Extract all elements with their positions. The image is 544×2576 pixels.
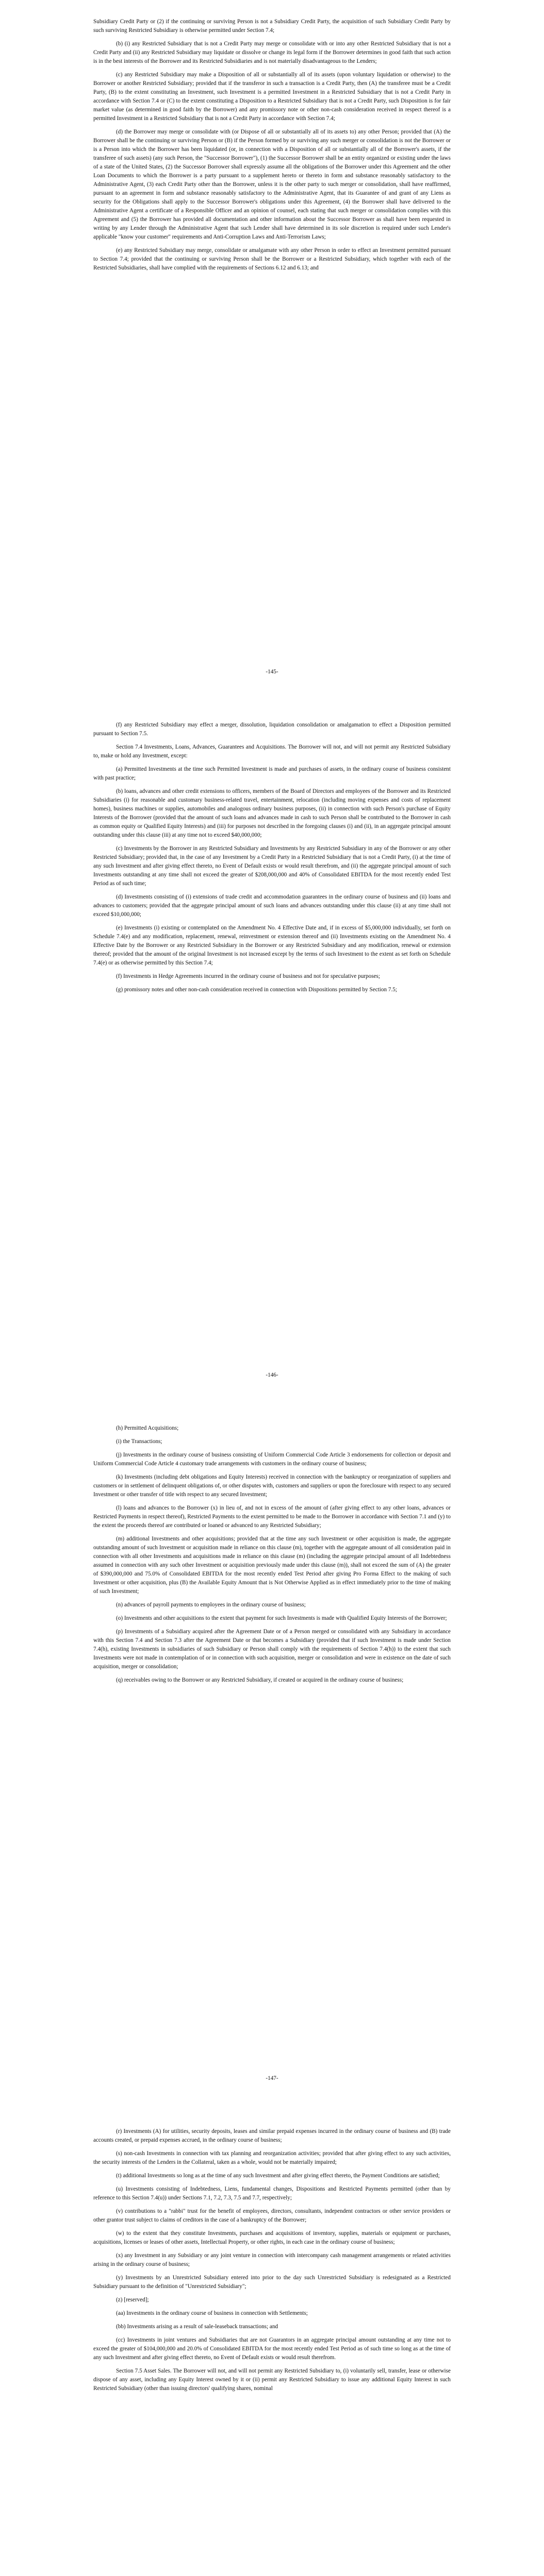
section-paragraph: Section 7.5 Asset Sales. The Borrower will not, and will not permit any Restricted Subsidiary to, (i) voluntarily sell, transfer, lease or otherwise dispose of any asset, including any Equity Interest owned by it or (ii) permit any Restricted Subsidiary to issue any additional Equity Interest in such Restricted Subsidiary (other than issuing directors' qualifying shares, nominal [93,2368,451,2392]
section-paragraph: Section 7.4 Investments, Loans, Advances, Guarantees and Acquisitions. The Borrower will not, and will not permit any Restricted Subsidiary to, make or hold any Investment, except: [93,744,451,759]
clause-paragraph: Subsidiary Credit Party or (2) if the continuing or surviving Person is not a Subsidiary Credit Party, the acquisition of such Subsidiary Credit Party by such surviving Restricted Subsidiary is otherwise permitted under Section 7.4; [93,19,451,34]
document-page [0,703,544,1406]
clause-paragraph: (k) Investments (including debt obligations and Equity Interests) received in connection with the bankruptcy or reorganization of suppliers and customers or in settlement of delinquent obligations of, or other disputes with, customers and suppliers or upon the foreclosure with respect to any secured Investment or other transfer of title with respect to any secured Investment; [93,1474,451,1498]
document-page [0,2110,544,2576]
page-number: -145- [266,668,278,675]
document-page [0,0,544,703]
document-page [0,1406,544,2110]
clause-paragraph: (u) Investments consisting of Indebtedness, Liens, fundamental changes, Dispositions and Restricted Payments permitted (other than by reference to this Section 7.4(u)) under Sections 7.1, 7.2, 7.3, 7.5 and 7.7, respectively; [93,2186,451,2201]
clause-paragraph: (d) Investments consisting of (i) extensions of trade credit and accommodation guarantees in the ordinary course of business and (ii) loans and advances to customers; provided that the aggregate principal amount of such loans and advances outstanding under this clause (ii) at any time shall not exceed $10,000,000; [93,894,451,918]
clause-paragraph: (h) Permitted Acquisitions; [116,1425,179,1431]
clause-paragraph: (a) Permitted Investments at the time such Permitted Investment is made and purchases of assets, in the ordinary course of business consistent with past practice; [93,766,451,782]
clause-paragraph: (l) loans and advances to the Borrower (x) in lieu of, and not in excess of the amount of (after giving effect to any other loans, advances or Restricted Payments in respect thereof), Restricted Payments to the extent permitted to be made to the Borrower in accordance with Section 7.1 and (y) to the extent the proceeds thereof are contributed or loaned or advanced to any Restricted Subsidiary; [93,1505,451,1529]
clause-paragraph: (b) (i) any Restricted Subsidiary that is not a Credit Party may merge or consolidate with or into any other Restricted Subsidiary that is not a Credit Party and (ii) any Restricted Subsidiary may liquidate or dissolve or change its legal form if the Borrower determines in good faith that such action is in the best interests of the Borrower and its Restricted Subsidiaries and is not materially disadvantageous to the Lenders; [93,41,451,65]
clause-paragraph: (w) to the extent that they constitute Investments, purchases and acquisitions of inventory, supplies, materials or equipment or purchases, acquisitions, licenses or leases of other assets, Intellectual Property, or other rights, in each case in the ordinary course of business; [93,2230,451,2246]
clause-paragraph: (f) Investments in Hedge Agreements incurred in the ordinary course of business and not for speculative purposes; [116,973,380,980]
clause-paragraph: (d) the Borrower may merge or consolidate with (or Dispose of all or substantially all of its assets to) any other Person; provided that (A) the Borrower shall be the continuing or surviving Person or (B) if the Person formed by or surviving any such merger or consolidation is not the Borrower or is a Person into which the Borrower has been liquidated (or, in connection with a Disposition of all or substantially all of the Borrower's assets, if the transferee of such assets) (any such Person, the "Successor Borrower"), (1) the Successor Borrower shall be an entity organized or existing under the laws of a state of the United States, (2) the Successor Borrower shall expressly assume all the obligations of the Borrower under this Agreement and the other Loan Documents to which the Borrower is a party pursuant to a supplement hereto or thereto in form and substance reasonably satisfactory to the Administrative Agent, (3) each Credit Party other than the Borrower, unless it is the other party to such merger or consolidation, shall have reaffirmed, pursuant to an agreement in form and substance reasonably satisfactory to the Administrative Agent, that its Guarantee of and grant of any Liens as security for the Obligations shall apply to the Successor Borrower's obligations under this Agreement, (4) the Borrower shall have delivered to the Administrative Agent a certificate of a Responsible Officer and an opinion of counsel, each stating that such merger or consolidation complies with this Agreement and (5) the Borrower has provided all documentation and other information about the Successor Borrower as shall have been requested in writing by any Lender through the Administrative Agent that such Lender shall have determined in its sole discretion is required under such Lender's applicable "know your customer" requirements and Anti-Corruption Laws and Anti-Terrorism Laws; [93,129,451,241]
clause-paragraph: (j) Investments in the ordinary course of business consisting of Uniform Commercial Code Article 3 endorsements for collection or deposit and Uniform Commercial Code Article 4 customary trade arrangements with customers in the ordinary course of business; [93,1452,451,1467]
clause-paragraph: (i) the Transactions; [116,1438,162,1445]
clause-paragraph: (y) Investments by an Unrestricted Subsidiary entered into prior to the day such Unrestricted Subsidiary is redesignated as a Restricted Subsidiary pursuant to the definition of "Unrestricted Subsidiary"; [93,2275,451,2290]
clause-paragraph: (e) Investments (i) existing or contemplated on the Amendment No. 4 Effective Date and, if in excess of $5,000,000 individually, set forth on Schedule 7.4(e) and any modification, replacement, renewal, reinvestment or extension thereof and (ii) Investments existing on the Amendment No. 4 Effective Date by the Borrower or any Restricted Subsidiary in the Borrower or any Restricted Subsidiary and any modification, renewal or extension thereof; provided that the amount of the original Investment is not increased except by the terms of such Investment to the extent as set forth on Schedule 7.4(e) or as otherwise permitted by this Section 7.4; [93,925,451,967]
clause-paragraph: (m) additional Investments and other acquisitions; provided that at the time any such Investment or other acquisition is made, the aggregate outstanding amount of such Investment or acquisition made in reliance on this clause (m), together with the aggregate amount of all consideration paid in connection with all other Investments and acquisitions made in reliance on this clause (m) (including the aggregate principal amount of all Indebtedness assumed in connection with any such other Investment or acquisition previously made under this clause (m)), shall not exceed the sum of (A) the greater of $390,000,000 and 75.0% of Consolidated EBITDA for the most recently ended Test Period after giving Pro Forma Effect to the making of such Investment or other acquisition, plus (B) the Available Equity Amount that is Not Otherwise Applied as in effect immediately prior to the time of making of such Investment; [93,1536,451,1595]
clause-paragraph: (x) any Investment in any Subsidiary or any joint venture in connection with intercompany cash management arrangements or related activities arising in the ordinary course of business; [93,2252,451,2268]
clause-paragraph: (c) any Restricted Subsidiary may make a Disposition of all or substantially all of its assets (upon voluntary liquidation or otherwise) to the Borrower or another Restricted Subsidiary; provided that if the transferor in such a transaction is a Credit Party, then (A) the transferee must be a Credit Party, (B) to the extent constituting an Investment, such Investment is a permitted Investment in a Restricted Subsidiary that is not a Credit Party in accordance with Section 7.4 or (C) to the extent constituting a Disposition to a Restricted Subsidiary that is not a Credit Party, such Disposition is for fair market value (as determined in good faith by the Borrower) and any promissory note or other non-cash consideration received in respect thereof is a permitted Investment in a Restricted Subsidiary that is not a Credit Party in accordance with Section 7.4; [93,72,451,122]
clause-paragraph: (b) loans, advances and other credit extensions to officers, members of the Board of Directors and employees of the Borrower and its Restricted Subsidiaries (i) for reasonable and customary business-related travel, entertainment, relocation (including moving expenses and costs of replacement homes), business machines or supplies, automobiles and analogous ordinary business purposes, (ii) in connection with such Person's purchase of Equity Interests of the Borrower (provided that the amount of such loans and advances made in cash to such Person shall be contributed to the Borrower in cash as common equity or Qualified Equity Interests) and (iii) for purposes not described in the foregoing clauses (i) and (ii), in an aggregate principal amount outstanding under this clause (iii) at any time not to exceed $40,000,000; [93,788,451,839]
clause-paragraph: (bb) Investments arising as a result of sale-leaseback transactions; and [116,2324,278,2330]
clause-paragraph: (s) non-cash Investments in connection with tax planning and reorganization activities; provided that after giving effect to any such activities, the security interests of the Lenders in the Collateral, taken as a whole, would not be materially impaired; [93,2150,451,2166]
clause-paragraph: (r) Investments (A) for utilities, security deposits, leases and similar prepaid expenses incurred in the ordinary course of business and (B) trade accounts created, or prepaid expenses accrued, in the ordinary course of business; [93,2128,451,2144]
clause-paragraph: (aa) Investments in the ordinary course of business in connection with Settlements; [116,2310,308,2317]
clause-paragraph: (n) advances of payroll payments to employees in the ordinary course of business; [116,1602,306,1608]
clause-paragraph: (v) contributions to a "rabbi" trust for the benefit of employees, directors, consultants, independent contractors or other service providers or other grantor trust subject to claims of creditors in the case of a bankruptcy of the Borrower; [93,2208,451,2224]
page-number: -146- [266,1371,278,1378]
clause-paragraph: (c) Investments by the Borrower in any Restricted Subsidiary and Investments by any Restricted Subsidiary in any of the Borrower or any other Restricted Subsidiary; provided that, in the case of any Investment by a Credit Party in a Restricted Subsidiary that is not a Credit Party, (i) at the time of any such Investment and after giving effect thereto, no Event of Default exists or would result therefrom, and (ii) the aggregate principal amount of such Investments outstanding at any time shall not exceed the greater of $208,000,000 and 40% of Consolidated EBITDA for the most recently ended Test Period as of such time; [93,845,451,887]
clause-paragraph: (o) Investments and other acquisitions to the extent that payment for such Investments is made with Qualified Equity Interests of the Borrower; [116,1615,447,1622]
clause-paragraph: (cc) Investments in joint ventures and Subsidiaries that are not Guarantors in an aggregate principal amount outstanding at any time not to exceed the greater of $104,000,000 and 20.0% of Consolidated EBITDA for the most recently ended Test Period as of such time so long as at the time of any such Investment and after giving effect thereto, no Event of Default exists or would result therefrom. [93,2337,451,2361]
clause-paragraph: (e) any Restricted Subsidiary may merge, consolidate or amalgamate with any other Person in order to effect an Investment permitted pursuant to Section 7.4; provided that the continuing or surviving Person shall be the Borrower or a Restricted Subsidiary, which together with each of the Restricted Subsidiaries, shall have complied with the requirements of Sections 6.12 and 6.13; and [93,247,451,272]
clause-paragraph: (q) receivables owing to the Borrower or any Restricted Subsidiary, if created or acquired in the ordinary course of business; [116,1677,404,1684]
clause-paragraph: (z) [reserved]; [116,2297,149,2303]
clause-paragraph: (f) any Restricted Subsidiary may effect a merger, dissolution, liquidation consolidation or amalgamation to effect a Disposition permitted pursuant to Section 7.5. [93,722,451,737]
clause-paragraph: (t) additional Investments so long as at the time of any such Investment and after giving effect thereto, the Payment Conditions are satisfied; [116,2173,440,2179]
clause-paragraph: (p) Investments of a Subsidiary acquired after the Agreement Date or of a Person merged or consolidated with any Subsidiary in accordance with this Section 7.4 and Section 7.3 after the Agreement Date or that becomes a Subsidiary (provided that if such Investment is made under Section 7.4(h), existing Investments in subsidiaries of such Subsidiary or Person shall comply with the requirements of Section 7.4(h)) to the extent that such Investments were not made in contemplation of or in connection with such acquisition, merger or consolidation and were in existence on the date of such acquisition, merger or consolidation; [93,1629,451,1670]
page-number: -147- [266,2075,278,2081]
clause-paragraph: (g) promissory notes and other non-cash consideration received in connection with Dispositions permitted by Section 7.5; [116,987,397,993]
